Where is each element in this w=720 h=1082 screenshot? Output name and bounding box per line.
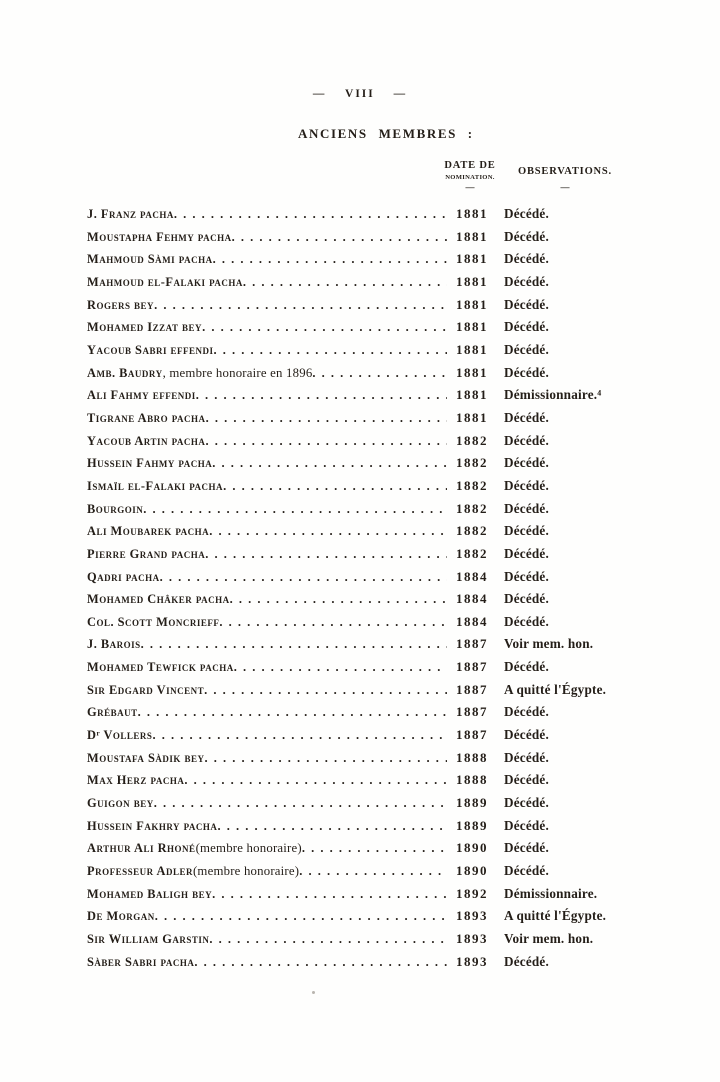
leader-dots [204,679,447,702]
member-nomination-year: 1882 [456,500,488,516]
member-nomination-year: 1881 [456,319,488,335]
member-name: Mohamed Tewfick pacha [87,660,234,675]
member-nomination-year: 1890 [456,863,488,879]
member-name: Sàber Sabri pacha [87,954,195,969]
leader-dots [217,815,447,838]
leader-dots [223,475,447,498]
table-row [87,543,640,566]
member-name-cell [87,498,447,521]
leader-dots [205,430,447,453]
member-nomination-year: 1884 [456,591,488,607]
member-name: Professeur Adler [87,864,193,879]
member-name: Ali Moubarek pacha [87,524,210,539]
member-observation: Décédé. [504,772,549,788]
member-observation: Décédé. [504,568,549,584]
member-name-cell [87,339,447,362]
member-name-cell [87,633,447,656]
column-header-date [430,160,510,191]
member-nomination-year: 1882 [456,455,488,471]
table-row [87,769,640,792]
leader-dots [184,769,447,792]
table-row [87,339,640,362]
member-name-cell [87,407,447,430]
column-header-observations [500,166,630,191]
member-observation: Décédé. [504,319,549,335]
member-name: Bourgoin [87,501,144,516]
member-name-cell [87,679,447,702]
column-header-observations-label: OBSERVATIONS. [518,166,612,177]
member-name-cell [87,701,447,724]
member-name-cell [87,928,447,951]
member-name-cell [87,792,447,815]
member-name-cell [87,566,447,589]
member-name: J. Franz pacha [87,207,174,221]
member-name: Amb. Baudry [87,365,163,380]
scan-speck [312,991,315,994]
member-name: Sir William Garstin [87,932,210,946]
table-row [87,633,640,656]
member-name: De Morgan [87,909,155,924]
leader-dots [174,203,447,226]
member-observation: Décédé. [504,228,549,244]
member-name-cell [87,747,447,770]
column-header-date-line2: NOMINATION. [445,174,495,181]
table-row [87,520,640,543]
member-nomination-year: 1881 [456,409,488,425]
member-nomination-year: 1881 [456,387,488,403]
leader-dots [138,701,447,724]
table-row [87,430,640,453]
leader-dots [243,271,447,294]
member-name-cell [87,520,447,543]
table-row [87,611,640,634]
member-nomination-year: 1882 [456,523,488,539]
table-row [87,316,640,339]
member-nomination-year: 1890 [456,840,488,856]
member-nomination-year: 1884 [456,613,488,629]
member-name: Arthur Ali Rhoné [87,841,196,856]
column-header-observations-rule: — [560,182,570,192]
member-nomination-year: 1887 [456,704,488,720]
member-name-cell [87,475,447,498]
member-observation: Décédé. [504,500,549,516]
member-observation: Décédé. [504,727,549,743]
member-nomination-year: 1887 [456,681,488,697]
member-observation: Voir mem. hon. [504,931,594,946]
leader-dots [232,226,447,249]
leader-dots [194,951,447,974]
member-observation: Décédé. [504,704,549,720]
leader-dots [230,588,447,611]
member-name-cell [87,226,447,249]
table-row [87,860,640,883]
leader-dots [202,316,447,339]
member-name-cell [87,248,447,271]
member-name-cell [87,316,447,339]
member-name: Max Herz pacha [87,773,185,788]
member-name: J. Barois [87,637,141,652]
member-nomination-year: 1889 [456,795,488,811]
member-nomination-year: 1888 [456,749,488,765]
table-row [87,792,640,815]
member-observation: Décédé. [504,341,549,357]
member-name: Dʳ Vollers [87,728,153,743]
section-title: ANCIENS MEMBRES : [298,126,474,141]
table-row [87,362,640,385]
member-observation: Décédé. [504,591,549,607]
member-name-cell [87,951,447,974]
member-nomination-year: 1893 [456,908,488,924]
member-observation: Décédé. [504,455,549,471]
member-name-cell [87,430,447,453]
leader-dots [155,905,447,928]
member-name-cell [87,769,447,792]
member-name: Hussein Fakhry pacha [87,818,218,833]
member-name-cell [87,883,447,906]
member-name: Grébaut [87,705,138,720]
leader-dots [141,633,447,656]
member-observation: Décédé. [504,749,549,765]
member-name: Moustapha Fehmy pacha [87,229,232,244]
member-observation: Décédé. [504,273,549,289]
table-row [87,294,640,317]
table-row [87,475,640,498]
leader-dots [302,837,447,860]
member-observation: Décédé. [504,840,549,856]
member-name: Sir Edgard Vincent [87,682,205,697]
table-row [87,248,640,271]
member-nomination-year: 1881 [456,341,488,357]
member-name-suffix: (membre honoraire) [195,841,302,856]
member-observation: Voir mem. hon. [504,636,594,652]
leader-dots [160,566,447,589]
member-name-cell [87,294,447,317]
member-observation: Démissionnaire.⁴ [504,387,602,403]
leader-dots [196,384,447,407]
leader-dots [234,656,447,679]
member-nomination-year: 1882 [456,545,488,561]
member-name: Mahmoud el-Falaki pacha [87,274,243,289]
member-name-cell [87,588,447,611]
member-observation: Décédé. [504,432,549,448]
member-observation: Décédé. [504,863,549,879]
table-row [87,588,640,611]
leader-dots [299,860,447,883]
member-name: Moustafa Sàdik bey [87,750,205,765]
member-nomination-year: 1889 [456,817,488,833]
member-observation: Décédé. [504,251,549,267]
table-row [87,566,640,589]
member-name: Mohamed Châker pacha [87,592,230,607]
leader-dots [209,928,447,951]
member-nomination-year: 1887 [456,727,488,743]
member-name: Yacoub Artin pacha [87,433,206,448]
member-nomination-year: 1881 [456,251,488,267]
members-table [87,203,640,973]
member-nomination-year: 1893 [456,931,488,946]
leader-dots [212,883,447,906]
member-observation: Décédé. [504,795,549,811]
member-name: Mahmoud Sàmi pacha [87,252,213,267]
table-row [87,724,640,747]
member-name: Mohamed Baligh bey [87,886,213,901]
member-observation: Décédé. [504,613,549,629]
table-row [87,679,640,702]
table-row [87,905,640,928]
member-name-cell [87,362,447,385]
member-nomination-year: 1887 [456,636,488,652]
member-observation: Décédé. [504,206,549,221]
member-name: Pierre Grand pacha [87,546,206,561]
leader-dots [213,248,447,271]
member-name: Rogers bey [87,297,155,312]
member-observation: Décédé. [504,545,549,561]
leader-dots [205,543,447,566]
member-name: Qadri pacha [87,569,160,584]
table-row [87,951,640,974]
leader-dots [154,294,447,317]
leader-dots [154,792,447,815]
member-name-cell [87,271,447,294]
table-row [87,837,640,860]
leader-dots [214,339,447,362]
leader-dots [143,498,447,521]
member-observation: A quitté l'Égypte. [504,908,607,924]
member-name: Mohamed Izzat bey [87,320,203,335]
member-observation: Décédé. [504,296,549,312]
table-row [87,384,640,407]
member-name-cell [87,543,447,566]
table-row [87,747,640,770]
member-name-cell [87,656,447,679]
member-name-cell [87,837,447,860]
member-observation: Décédé. [504,477,549,493]
member-name: Ismaïl el-Falaki pacha [87,478,224,493]
leader-dots [219,611,447,634]
table-row [87,452,640,475]
leader-dots [312,362,447,385]
member-name: Yacoub Sabri effendi [87,342,214,357]
member-name-suffix: , membre honoraire en 1896 [162,365,313,380]
member-name: Col. Scott Moncrieff [87,614,220,629]
member-observation: Décédé. [504,817,549,833]
member-nomination-year: 1888 [456,772,488,788]
member-nomination-year: 1884 [456,568,488,584]
member-observation: Démissionnaire. [504,885,598,901]
table-row [87,928,640,951]
table-row [87,498,640,521]
column-header-date-line1: DATE DE [444,160,496,171]
member-name-suffix: (membre honoraire) [192,864,300,879]
member-nomination-year: 1881 [456,228,488,244]
member-observation: Décédé. [504,364,549,380]
column-header-date-rule: — [465,182,475,192]
table-row [87,883,640,906]
member-name-cell [87,452,447,475]
member-name-cell [87,611,447,634]
member-name-cell [87,384,447,407]
member-name: Ali Fahmy effendi [87,388,196,403]
member-observation: Décédé. [504,523,549,539]
leader-dots [212,452,447,475]
page-number: — VIII — [312,88,408,100]
member-nomination-year: 1893 [456,953,488,969]
member-nomination-year: 1882 [456,477,488,493]
member-name-cell [87,815,447,838]
member-name-cell [87,905,447,928]
member-observation: Décédé. [504,953,549,969]
table-row [87,701,640,724]
member-nomination-year: 1892 [456,885,488,901]
member-name-cell [87,203,447,226]
member-name: Tigrane Abro pacha [87,410,206,425]
member-nomination-year: 1881 [456,364,488,380]
table-row [87,407,640,430]
member-observation: Décédé. [504,409,549,425]
member-name: Guigon bey [87,796,154,811]
member-name: Hussein Fahmy pacha [87,456,213,471]
table-row [87,271,640,294]
leader-dots [152,724,447,747]
table-row [87,656,640,679]
member-observation: A quitté l'Égypte. [504,681,607,697]
member-nomination-year: 1881 [456,273,488,289]
member-nomination-year: 1882 [456,432,488,448]
member-nomination-year: 1887 [456,659,488,675]
table-row [87,815,640,838]
member-name-cell [87,724,447,747]
member-observation: Décédé. [504,659,549,675]
member-nomination-year: 1881 [456,296,488,312]
table-row [87,226,640,249]
leader-dots [209,520,447,543]
member-name-cell [87,860,447,883]
leader-dots [206,407,447,430]
leader-dots [204,747,447,770]
member-nomination-year: 1881 [456,206,488,221]
table-row [87,203,640,226]
